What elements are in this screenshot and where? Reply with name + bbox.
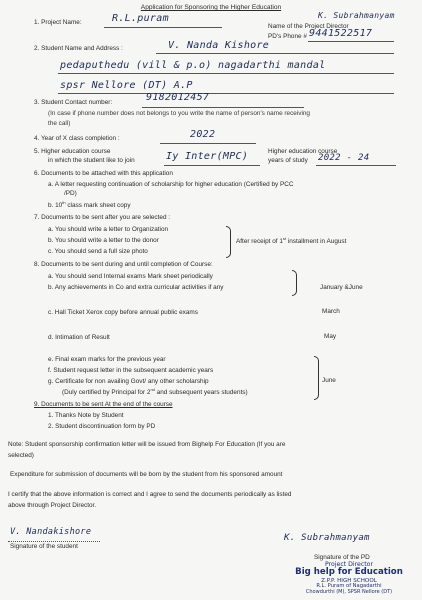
student-name-underline bbox=[156, 53, 394, 54]
section-8-note-may: May bbox=[324, 333, 337, 340]
director-name-value: K. Subrahmanyam bbox=[318, 11, 395, 20]
course-label-line2: in which the student like to join bbox=[48, 157, 135, 164]
project-name-value: R.L.puram bbox=[112, 13, 169, 24]
pd-phone-underline bbox=[308, 41, 394, 42]
note-expenditure: Expenditure for submission of documents will be born by the student from his sponsored amount bbox=[10, 471, 283, 478]
section-8ab-brace bbox=[292, 270, 297, 296]
section-8-heading: 8. Documents to be sent during and until completion of Course: bbox=[34, 261, 213, 268]
student-signature-label: Signature of the student bbox=[10, 543, 78, 550]
certification-line2: above through Project Director. bbox=[8, 502, 97, 509]
section-8e: e. Final exam marks for the previous year bbox=[48, 356, 166, 363]
xclass-value: 2022 bbox=[190, 129, 216, 140]
xclass-underline bbox=[160, 143, 256, 144]
section-9-item1: 1. Thanks Note by Student bbox=[48, 412, 124, 419]
course-underline bbox=[164, 165, 260, 166]
contact-note-line1: (In case if phone number does not belongs to you write the name of person's name receiving bbox=[48, 110, 310, 117]
stamp-line2: Big help for Education bbox=[295, 567, 403, 578]
address-line1-value: pedaputhedu (vill & p.o) nagadarthi mandal bbox=[60, 60, 326, 71]
stamp-line4: R.L. Puram of Nagadarthi bbox=[316, 583, 382, 590]
section-8efg-brace bbox=[314, 356, 319, 400]
project-name-label: 1. Project Name: bbox=[34, 19, 82, 26]
pd-phone-label: PD's Phone # bbox=[268, 33, 307, 40]
years-underline bbox=[316, 165, 396, 166]
section-7-heading: 7. Documents to be sent after you are selected : bbox=[34, 214, 171, 221]
pd-phone-value: 9441522517 bbox=[309, 28, 373, 39]
years-label-line2: years of study bbox=[268, 157, 308, 164]
section-7-note: After receipt of 1st installment in August bbox=[236, 236, 347, 246]
years-label-line1: Higher education course bbox=[268, 148, 338, 155]
section-7b: b. You should write a letter to the donor bbox=[48, 237, 159, 244]
note-confirmation-cont: selected) bbox=[8, 452, 34, 459]
section-8a: a. You should send Internal exams Mark sheet periodically bbox=[48, 273, 213, 280]
address-line2-value: spsr Nellore (DT) A.P bbox=[60, 80, 193, 91]
section-9-heading: 9. Documents to be sent At the end of the course bbox=[34, 401, 173, 408]
section-9-item2: 2. Student discontinuation form by PD bbox=[48, 423, 156, 430]
student-signature-line bbox=[8, 541, 100, 542]
section-7-brace bbox=[226, 226, 231, 258]
stamp-line3: Z.P.P. HIGH SCHOOL bbox=[321, 578, 377, 584]
student-name-value: V. Nanda Kishore bbox=[168, 40, 270, 51]
section-8-note-jan-june: January &June bbox=[320, 284, 363, 291]
section-6b: b. 10th class mark sheet copy bbox=[48, 200, 131, 210]
section-6a: a. A letter requesting continuation of scholarship for higher education (Certified by PCC bbox=[48, 181, 294, 188]
contact-underline bbox=[142, 107, 304, 108]
course-value: Iy Inter(MPC) bbox=[166, 151, 249, 162]
document-title: Application for Sponsoring the Higher Education bbox=[140, 4, 282, 11]
section-8d: d. Intimation of Result bbox=[48, 334, 110, 341]
student-name-label: 2. Student Name and Address : bbox=[34, 45, 123, 52]
course-label-line1: 5. Higher education course bbox=[34, 148, 111, 155]
section-8-note-march: March bbox=[322, 308, 340, 315]
project-director-stamp bbox=[292, 561, 406, 596]
section-8-note-june: June bbox=[322, 377, 336, 384]
stamp-line5: Chowdurthi (M), SPSR Nellore (DT) bbox=[305, 589, 393, 596]
section-8c: c. Hall Ticket Xerox copy before annual public exams bbox=[48, 309, 198, 316]
pd-signature-label: Signature of the PD bbox=[314, 554, 370, 561]
stamp-line1: Project Director bbox=[325, 561, 373, 568]
pd-signature: K. Subrahmanyam bbox=[284, 533, 370, 543]
certification-line1: I certify that the above information is correct and I agree to send the documents periodically as listed bbox=[8, 491, 292, 498]
section-7c: c. You should send a full size photo bbox=[48, 248, 148, 255]
contact-value: 9182012457 bbox=[146, 92, 210, 103]
contact-note-line2: the call) bbox=[48, 120, 71, 127]
section-7a: a. You should write a letter to Organization bbox=[48, 226, 169, 233]
section-8g: g. Certificate for non availing Govt/ any other scholarship bbox=[48, 378, 209, 385]
note-confirmation: Note: Student sponsorship confirmation letter will be issued from Bighelp For Education (If you are bbox=[8, 441, 286, 448]
project-name-underline bbox=[104, 27, 222, 28]
director-label: Name of the Project Director bbox=[268, 23, 349, 30]
years-value: 2022 - 24 bbox=[318, 153, 370, 163]
xclass-label: 4. Year of X class completion : bbox=[34, 135, 120, 142]
section-8g-cont: (Duly certified by Principal for 2nd and subsequent years students) bbox=[62, 387, 248, 397]
contact-label: 3. Student Contact number: bbox=[34, 99, 113, 106]
address-line2-underline bbox=[58, 93, 394, 94]
student-signature: V. Nandakishore bbox=[10, 527, 92, 537]
section-6a-cont: /PD) bbox=[64, 190, 77, 197]
section-8b: b. Any achievements in Co and extra curricular activities if any bbox=[48, 284, 224, 291]
section-8f: f. Student request letter in the subsequent academic years bbox=[48, 367, 214, 374]
address-line1-underline bbox=[58, 73, 394, 74]
section-6-heading: 6. Documents to be attached with this application bbox=[34, 170, 173, 177]
